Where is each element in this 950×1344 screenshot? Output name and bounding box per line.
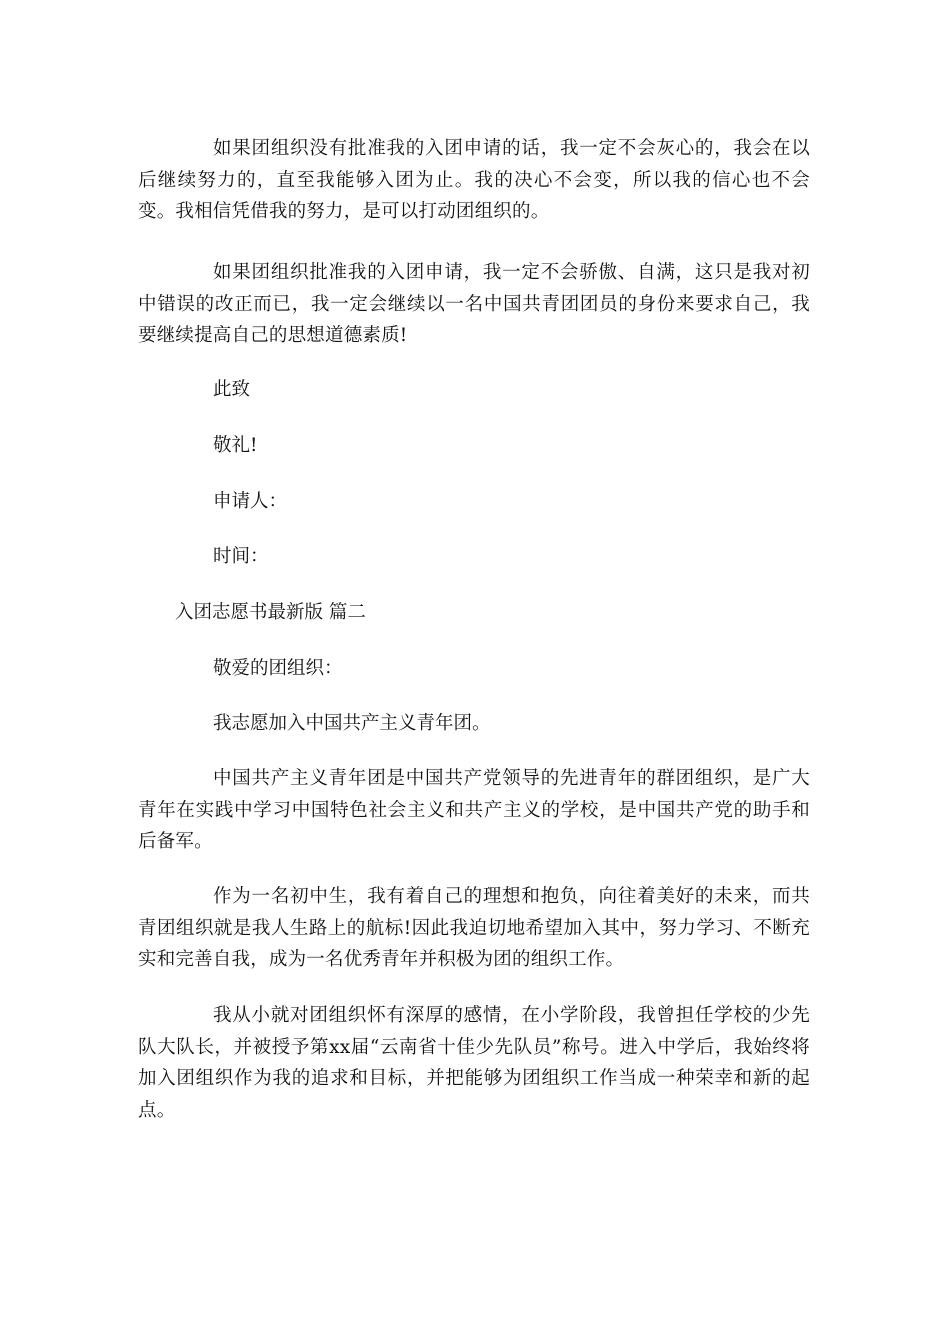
intro-line: 我志愿加入中国共产主义青年团。 bbox=[213, 713, 491, 734]
paragraph-student-ideals: 作为一名初中生，我有着自己的理想和抱负，向往着美好的未来，而共青团组织就是我人生路上的航标!因此我迫切地希望加入其中，努力学习、不断充实和完善自我，成为一名优秀青年并积极为团的组织工作。 bbox=[138, 886, 810, 970]
closing-cizhi: 此致 bbox=[213, 379, 251, 400]
section-heading: 入团志愿书最新版 篇二 bbox=[175, 602, 366, 623]
closing-jingli: 敬礼! bbox=[213, 435, 258, 456]
salutation: 敬爱的团组织： bbox=[213, 658, 343, 679]
applicant-label: 申请人： bbox=[213, 491, 288, 512]
time-label: 时间： bbox=[213, 546, 269, 567]
paragraph-approved: 如果团组织批准我的入团申请，我一定不会骄傲、自满，这只是我对初中错误的改正而已，我一定会继续以一名中国共青团团员的身份来要求自己，我要继续提高自己的思想道德素质! bbox=[138, 262, 810, 346]
paragraph-not-approved: 如果团组织没有批准我的入团申请的话，我一定不会灰心的，我会在以后继续努力的，直至我能够入团为止。我的决心不会变，所以我的信心也不会变。我相信凭借我的努力，是可以打动团组织的。 bbox=[138, 138, 810, 222]
paragraph-league-description: 中国共产主义青年团是中国共产党领导的先进青年的群团组织，是广大青年在实践中学习中国特色社会主义和共产主义的学校，是中国共产党的助手和后备军。 bbox=[138, 768, 810, 852]
paragraph-background: 我从小就对团组织怀有深厚的感情，在小学阶段，我曾担任学校的少先队大队长，并被授予第xx届“云南省十佳少先队员”称号。进入中学后，我始终将加入团组织作为我的追求和目标，并把能够为团组织工作当成一种荣幸和新的起点。 bbox=[138, 1005, 810, 1121]
